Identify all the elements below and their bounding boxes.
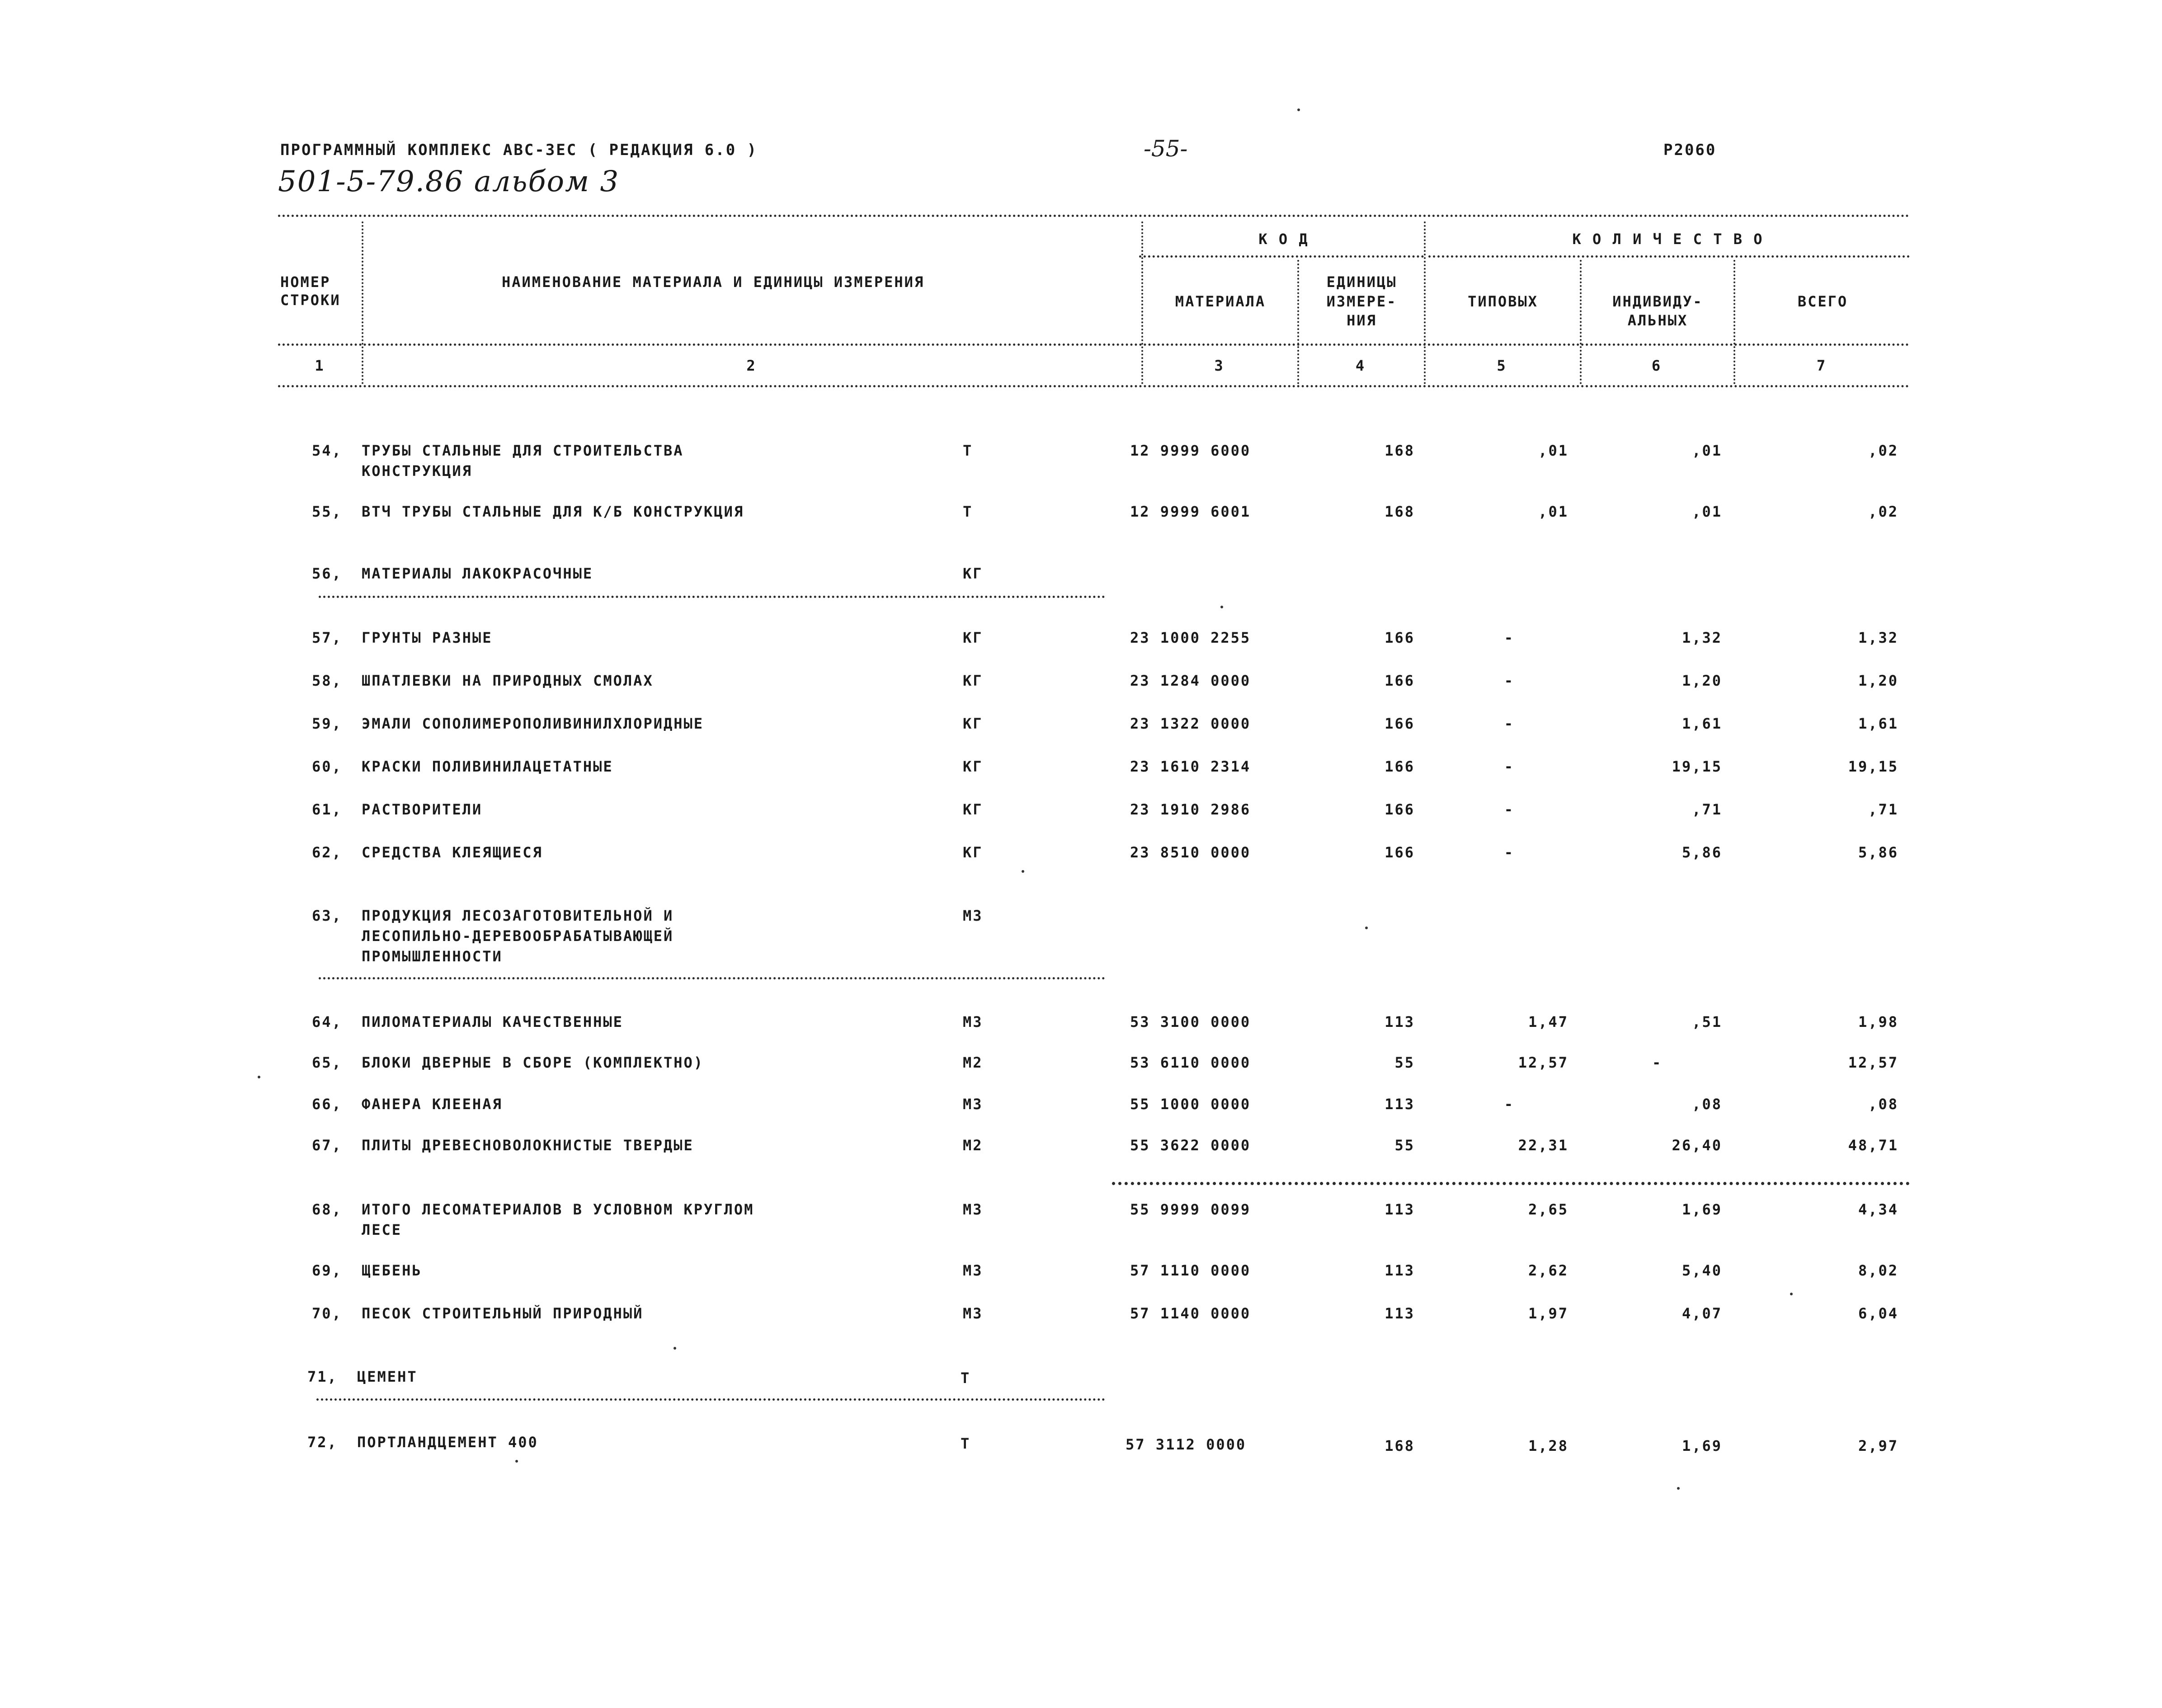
- col-unit-label-3: НИЯ: [1347, 312, 1377, 329]
- col-number-5: 5: [1497, 357, 1507, 374]
- row-name: ЭМАЛИ СОПОЛИМЕРОПОЛИВИНИЛХЛОРИДНЫЕ: [362, 715, 704, 732]
- row-name-cont: ЛЕСОПИЛЬНО-ДЕРЕВООБРАБАТЫВАЮЩЕЙ: [362, 927, 674, 945]
- album-title: 501-5-79.86 альбом 3: [278, 165, 620, 198]
- col-qty-label: К О Л И Ч Е С Т В О: [1572, 231, 1764, 248]
- row-number: 54,: [312, 442, 342, 459]
- col-name-label: НАИМЕНОВАНИЕ МАТЕРИАЛА И ЕДИНИЦЫ ИЗМЕРЕНИЯ: [502, 273, 925, 291]
- group-underline: [319, 977, 1105, 979]
- row-unit-code: 168: [1385, 1437, 1415, 1454]
- row-unit: М2: [963, 1137, 983, 1154]
- row-qty-total: 12,57: [1848, 1054, 1898, 1071]
- col-number-4: 4: [1355, 357, 1366, 374]
- col-number-3: 3: [1214, 357, 1225, 374]
- row-qty-individual: 19,15: [1672, 758, 1722, 775]
- col-typical-label: ТИПОВЫХ: [1468, 293, 1538, 310]
- row-material-code: 23 1610 2314: [1130, 758, 1251, 775]
- row-name: КРАСКИ ПОЛИВИНИЛАЦЕТАТНЫЕ: [362, 758, 613, 775]
- row-number: 61,: [312, 801, 342, 818]
- row-qty-individual: 1,20: [1682, 672, 1722, 689]
- row-material-code: 57 1140 0000: [1130, 1305, 1251, 1322]
- row-material-code: 55 3622 0000: [1130, 1137, 1251, 1154]
- row-unit: М3: [963, 1262, 983, 1279]
- row-unit: Т: [963, 442, 973, 459]
- row-number: 71,: [307, 1368, 338, 1385]
- row-qty-total: ,71: [1868, 801, 1898, 818]
- row-unit-code: 55: [1394, 1054, 1415, 1071]
- row-number: 63,: [312, 907, 342, 924]
- row-name: МАТЕРИАЛЫ ЛАКОКРАСОЧНЫЕ: [362, 565, 593, 582]
- row-qty-total: 1,61: [1858, 715, 1898, 732]
- row-qty-typical: 1,47: [1528, 1013, 1569, 1030]
- col-unit-label-1: ЕДИНИЦЫ: [1326, 273, 1397, 291]
- totals-rule: [1112, 1182, 1910, 1185]
- row-name: РАСТВОРИТЕЛИ: [362, 801, 483, 818]
- group-underline: [319, 596, 1105, 598]
- row-unit: КГ: [963, 715, 983, 732]
- row-unit: М3: [963, 1201, 983, 1218]
- row-name-cont: ЛЕСЕ: [362, 1221, 402, 1238]
- row-qty-individual: 1,69: [1682, 1201, 1722, 1218]
- row-name: ФАНЕРА КЛЕЕНАЯ: [362, 1096, 503, 1113]
- row-number: 65,: [312, 1054, 342, 1071]
- row-material-code: 12 9999 6000: [1130, 442, 1251, 459]
- row-unit: КГ: [963, 758, 983, 775]
- row-name: ПЕСОК СТРОИТЕЛЬНЫЙ ПРИРОДНЫЙ: [362, 1305, 644, 1322]
- row-name: ПЛИТЫ ДРЕВЕСНОВОЛОКНИСТЫЕ ТВЕРДЫЕ: [362, 1137, 694, 1154]
- row-material-code: 55 1000 0000: [1130, 1096, 1251, 1113]
- row-unit: Т: [961, 1369, 971, 1387]
- row-qty-total: 1,98: [1858, 1013, 1898, 1030]
- row-name: ЦЕМЕНТ: [357, 1368, 418, 1385]
- row-qty-total: 1,32: [1858, 629, 1898, 646]
- row-material-code: 23 1284 0000: [1130, 672, 1251, 689]
- row-unit-code: 113: [1385, 1013, 1415, 1030]
- row-material-code: 23 8510 0000: [1130, 844, 1251, 861]
- row-material-code: 55 9999 0099: [1130, 1201, 1251, 1218]
- row-name: ТРУБЫ СТАЛЬНЫЕ ДЛЯ СТРОИТЕЛЬСТВА: [362, 442, 684, 459]
- row-qty-typical: 2,62: [1528, 1262, 1569, 1279]
- row-unit-code: 113: [1385, 1262, 1415, 1279]
- row-qty-typical: ,01: [1538, 503, 1569, 520]
- row-unit: М3: [963, 1013, 983, 1030]
- group-underline: [316, 1398, 1105, 1401]
- col-rowno-label-2: СТРОКИ: [280, 292, 341, 309]
- row-qty-total: 6,04: [1858, 1305, 1898, 1322]
- header-bottom-rule: [278, 343, 1910, 346]
- page-number: -55-: [1144, 136, 1188, 162]
- row-number: 67,: [312, 1137, 342, 1154]
- row-unit: КГ: [963, 565, 983, 582]
- scan-speck: [674, 1347, 676, 1350]
- row-name: ГРУНТЫ РАЗНЫЕ: [362, 629, 493, 646]
- row-qty-typical: -: [1504, 672, 1514, 689]
- program-header: ПРОГРАММНЫЙ КОМПЛЕКС АВС-ЗЕС ( РЕДАКЦИЯ 6.0 ): [280, 141, 758, 159]
- row-name: ИТОГО ЛЕСОМАТЕРИАЛОВ В УСЛОВНОМ КРУГЛОМ: [362, 1201, 754, 1218]
- row-unit-code: 55: [1394, 1137, 1415, 1154]
- row-qty-typical: -: [1504, 758, 1514, 775]
- row-unit: КГ: [963, 801, 983, 818]
- col-total-label: ВСЕГО: [1797, 293, 1848, 310]
- row-material-code: 23 1000 2255: [1130, 629, 1251, 646]
- scan-speck: [1022, 870, 1024, 873]
- row-qty-individual: -: [1652, 1054, 1663, 1071]
- row-unit: М2: [963, 1054, 983, 1071]
- row-number: 69,: [312, 1262, 342, 1279]
- row-qty-typical: -: [1504, 801, 1514, 818]
- row-number: 58,: [312, 672, 342, 689]
- row-qty-typical: ,01: [1538, 442, 1569, 459]
- col-number-6: 6: [1651, 357, 1662, 374]
- col-unit-label-2: ИЗМЕРЕ-: [1326, 293, 1397, 310]
- row-material-code: 23 1910 2986: [1130, 801, 1251, 818]
- row-material-code: 23 1322 0000: [1130, 715, 1251, 732]
- col-individual-label-2: АЛЬНЫХ: [1627, 312, 1688, 329]
- row-qty-individual: 1,61: [1682, 715, 1722, 732]
- row-qty-typical: 2,65: [1528, 1201, 1569, 1218]
- column-numbers-rule: [278, 385, 1910, 387]
- row-unit: М3: [963, 907, 983, 924]
- row-unit: Т: [963, 503, 973, 520]
- row-qty-typical: -: [1504, 844, 1514, 861]
- row-name: ШПАТЛЕВКИ НА ПРИРОДНЫХ СМОЛАХ: [362, 672, 654, 689]
- row-qty-total: 19,15: [1848, 758, 1898, 775]
- row-qty-typical: 22,31: [1518, 1137, 1569, 1154]
- col-number-1: 1: [315, 357, 325, 374]
- scan-speck: [515, 1460, 518, 1463]
- row-qty-total: 1,20: [1858, 672, 1898, 689]
- row-number: 66,: [312, 1096, 342, 1113]
- row-unit-code: 166: [1385, 801, 1415, 818]
- row-number: 70,: [312, 1305, 342, 1322]
- row-unit: Т: [961, 1435, 971, 1452]
- row-material-code: 53 6110 0000: [1130, 1054, 1251, 1071]
- row-material-code: 57 1110 0000: [1130, 1262, 1251, 1279]
- row-number: 60,: [312, 758, 342, 775]
- row-qty-individual: ,51: [1692, 1013, 1722, 1030]
- kod-subrule: [1139, 255, 1424, 258]
- row-unit-code: 166: [1385, 715, 1415, 732]
- row-number: 62,: [312, 844, 342, 861]
- row-unit-code: 113: [1385, 1201, 1415, 1218]
- row-qty-individual: ,71: [1692, 801, 1722, 818]
- row-qty-total: 48,71: [1848, 1137, 1898, 1154]
- row-unit: М3: [963, 1096, 983, 1113]
- row-name: ПРОДУКЦИЯ ЛЕСОЗАГОТОВИТЕЛЬНОЙ И: [362, 907, 674, 924]
- row-name: ПОРТЛАНДЦЕМЕНТ 400: [357, 1434, 538, 1451]
- row-material-code: 57 3112 0000: [1126, 1436, 1247, 1453]
- row-unit-code: 166: [1385, 629, 1415, 646]
- scan-speck: [1790, 1293, 1793, 1295]
- row-number: 72,: [307, 1434, 338, 1451]
- row-qty-typical: 1,97: [1528, 1305, 1569, 1322]
- row-name: СРЕДСТВА КЛЕЯЩИЕСЯ: [362, 844, 543, 861]
- col-individual-label-1: ИНДИВИДУ-: [1612, 293, 1703, 310]
- row-unit-code: 166: [1385, 844, 1415, 861]
- row-qty-typical: 1,28: [1528, 1437, 1569, 1454]
- row-unit-code: 166: [1385, 672, 1415, 689]
- scan-speck: [1297, 108, 1300, 111]
- row-unit-code: 166: [1385, 758, 1415, 775]
- row-qty-typical: -: [1504, 1096, 1514, 1113]
- row-qty-individual: 26,40: [1672, 1137, 1722, 1154]
- scan-speck: [1365, 927, 1368, 929]
- qty-subrule: [1428, 255, 1910, 258]
- row-qty-individual: 1,32: [1682, 629, 1722, 646]
- row-qty-individual: 1,69: [1682, 1437, 1722, 1454]
- row-unit-code: 113: [1385, 1096, 1415, 1113]
- row-number: 64,: [312, 1013, 342, 1030]
- row-qty-total: 8,02: [1858, 1262, 1898, 1279]
- scan-speck: [1677, 1487, 1680, 1490]
- row-qty-total: ,02: [1868, 442, 1898, 459]
- row-unit-code: 168: [1385, 442, 1415, 459]
- row-name-cont: ПРОМЫШЛЕННОСТИ: [362, 948, 503, 965]
- row-unit-code: 168: [1385, 503, 1415, 520]
- scan-speck: [1220, 606, 1223, 608]
- row-unit: КГ: [963, 629, 983, 646]
- row-unit: М3: [963, 1305, 983, 1322]
- row-qty-individual: ,01: [1692, 442, 1722, 459]
- document-code: Р2060: [1663, 141, 1717, 159]
- row-name: БЛОКИ ДВЕРНЫЕ В СБОРЕ (КОМПЛЕКТНО): [362, 1054, 704, 1071]
- row-qty-total: ,02: [1868, 503, 1898, 520]
- col-number-7: 7: [1816, 357, 1827, 374]
- row-number: 56,: [312, 565, 342, 582]
- row-qty-typical: -: [1504, 715, 1514, 732]
- row-qty-total: 5,86: [1858, 844, 1898, 861]
- row-qty-typical: -: [1504, 629, 1514, 646]
- col-kod-label: К О Д: [1258, 231, 1309, 248]
- row-qty-total: ,08: [1868, 1096, 1898, 1113]
- row-number: 59,: [312, 715, 342, 732]
- row-qty-individual: ,08: [1692, 1096, 1722, 1113]
- row-qty-individual: ,01: [1692, 503, 1722, 520]
- col-rowno-label-1: НОМЕР: [280, 273, 331, 291]
- row-unit-code: 113: [1385, 1305, 1415, 1322]
- row-number: 68,: [312, 1201, 342, 1218]
- row-material-code: 12 9999 6001: [1130, 503, 1251, 520]
- row-unit: КГ: [963, 844, 983, 861]
- row-unit: КГ: [963, 672, 983, 689]
- row-qty-individual: 5,40: [1682, 1262, 1722, 1279]
- table-top-rule: [278, 215, 1910, 217]
- row-qty-total: 4,34: [1858, 1201, 1898, 1218]
- col-material-label: МАТЕРИАЛА: [1175, 293, 1266, 310]
- row-number: 57,: [312, 629, 342, 646]
- row-qty-individual: 5,86: [1682, 844, 1722, 861]
- row-qty-individual: 4,07: [1682, 1305, 1722, 1322]
- row-name-cont: КОНСТРУКЦИЯ: [362, 462, 472, 480]
- row-material-code: 53 3100 0000: [1130, 1013, 1251, 1030]
- row-number: 55,: [312, 503, 342, 520]
- row-qty-total: 2,97: [1858, 1437, 1898, 1454]
- scan-speck: [258, 1076, 260, 1078]
- row-name: ПИЛОМАТЕРИАЛЫ КАЧЕСТВЕННЫЕ: [362, 1013, 623, 1030]
- col-number-2: 2: [746, 357, 757, 374]
- row-name: ВТЧ ТРУБЫ СТАЛЬНЫЕ ДЛЯ К/Б КОНСТРУКЦИЯ: [362, 503, 744, 520]
- row-qty-typical: 12,57: [1518, 1054, 1569, 1071]
- row-name: ЩЕБЕНЬ: [362, 1262, 422, 1279]
